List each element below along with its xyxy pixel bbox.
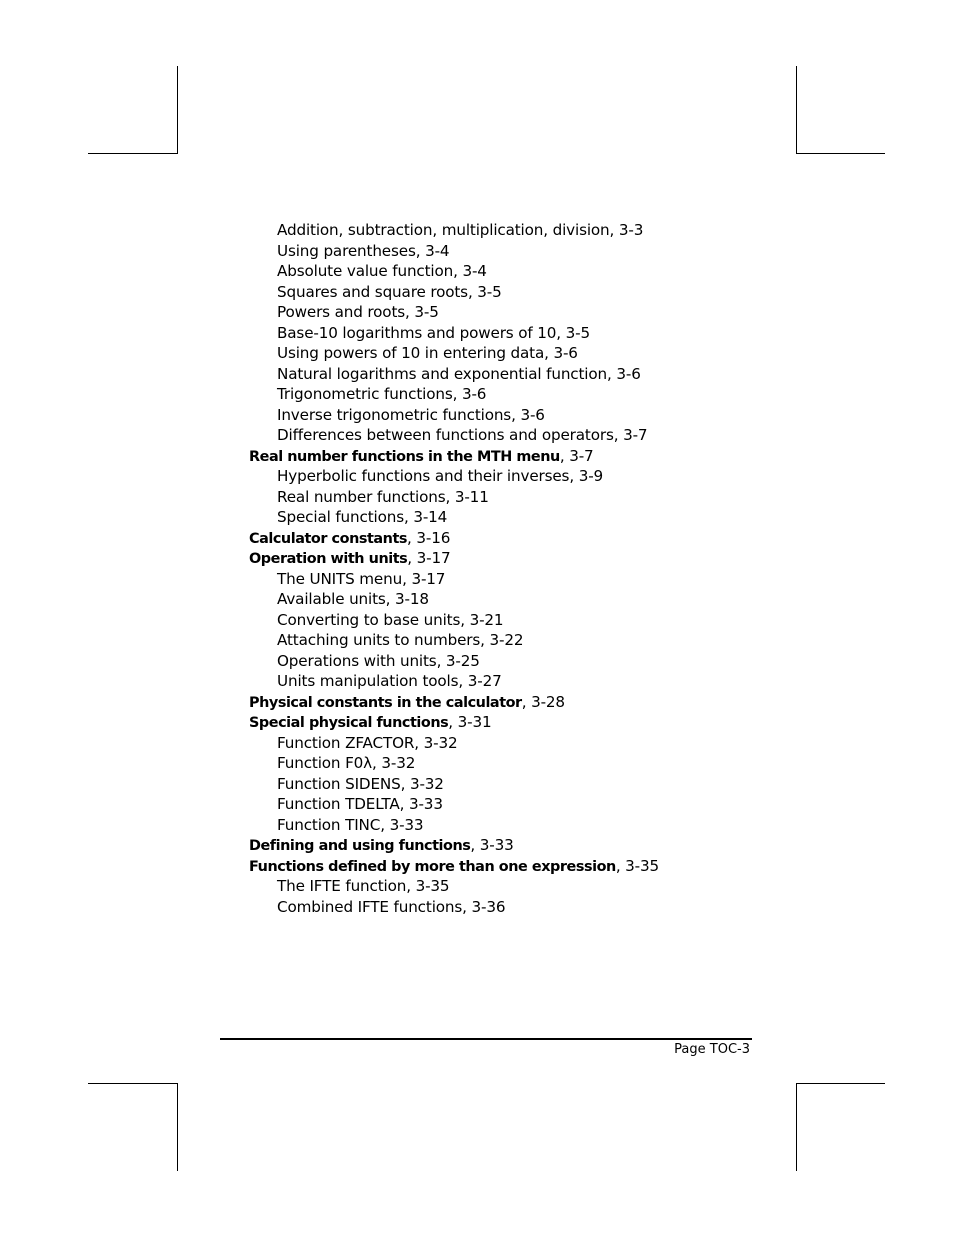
toc-entry-separator: ,	[521, 692, 532, 711]
toc-entry-page: 3-27	[467, 672, 502, 690]
toc-entry-title: Function SIDENS	[277, 774, 401, 793]
toc-subsection-entry	[277, 405, 545, 426]
toc-section-entry	[249, 528, 450, 549]
toc-entry-separator: ,	[470, 836, 480, 854]
toc-entry-separator: ,	[609, 221, 619, 239]
toc-entry-separator: ,	[556, 323, 566, 342]
toc-entry-separator: ,	[402, 569, 412, 588]
toc-entry-separator: ,	[445, 487, 455, 506]
toc-subsection-entry	[277, 302, 439, 323]
toc-entry-title: Calculator constants	[249, 530, 408, 547]
crop-mark-bottom-right-vertical	[796, 1083, 797, 1171]
toc-section-entry	[249, 835, 514, 856]
toc-subsection-entry	[277, 241, 449, 262]
toc-entry-title: Using powers of 10 in entering data	[277, 344, 545, 362]
toc-entry-separator: ,	[511, 405, 521, 424]
toc-entry-title: Converting to base units	[277, 610, 461, 629]
toc-entry-title: Operations with units	[277, 651, 437, 670]
toc-entry-separator: ,	[415, 241, 426, 260]
toc-entry-separator: ,	[460, 610, 470, 629]
toc-subsection-entry	[277, 282, 502, 303]
toc-entry-page: 3-22	[489, 631, 524, 649]
toc-entry-page: 3-5	[414, 303, 439, 321]
toc-entry-title: Real number functions	[277, 487, 446, 506]
toc-entry-separator: ,	[559, 446, 570, 465]
toc-subsection-entry	[277, 897, 505, 918]
toc-section-entry	[249, 712, 491, 733]
toc-entry-separator: ,	[613, 426, 624, 444]
toc-entry-page: 3-35	[625, 856, 660, 875]
toc-entry-page: 3-6	[616, 364, 641, 383]
toc-entry-title: Hyperbolic functions and their inverses	[277, 467, 570, 485]
toc-entry-separator: ,	[414, 733, 424, 752]
toc-subsection-entry	[277, 487, 489, 508]
toc-entry-page: 3-33	[389, 815, 424, 834]
page-number: Page TOC-3	[674, 1042, 750, 1057]
toc-entry-page: 3-5	[477, 282, 502, 301]
toc-entry-page: 3-5	[565, 323, 590, 342]
toc-subsection-entry	[277, 343, 578, 364]
toc-entry-page: 3-35	[415, 877, 450, 895]
toc-subsection-entry	[277, 733, 458, 754]
toc-subsection-entry	[277, 774, 444, 795]
toc-entry-page: 3-32	[423, 733, 458, 752]
toc-entry-title: Units manipulation tools	[277, 672, 459, 690]
toc-entry-title: Available units	[277, 590, 386, 608]
toc-entry-title: Function F0λ	[277, 754, 373, 772]
toc-entry-page: 3-3	[618, 221, 644, 239]
toc-entry-page: 3-14	[413, 508, 448, 526]
toc-entry-page: 3-7	[623, 426, 648, 444]
toc-entry-title: The IFTE function	[277, 877, 407, 895]
toc-entry-separator: ,	[467, 282, 478, 301]
toc-entry-separator: ,	[544, 344, 554, 362]
toc-subsection-entry	[277, 671, 502, 692]
toc-entry-title: Functions defined by more than one expression	[249, 858, 616, 875]
toc-entry-page: 3-17	[411, 569, 446, 588]
toc-entry-separator: ,	[372, 754, 382, 772]
toc-entry-title: Differences between functions and operators	[277, 426, 614, 444]
toc-entry-title: Using parentheses	[277, 241, 416, 260]
crop-mark-top-left-vertical	[177, 66, 178, 154]
toc-entry-separator: ,	[405, 303, 415, 321]
toc-entry-separator: ,	[400, 774, 410, 793]
toc-entry-page: 3-6	[520, 405, 545, 424]
toc-subsection-entry	[277, 794, 443, 815]
toc-entry-page: 3-25	[445, 651, 480, 670]
toc-entry-page: 3-9	[578, 467, 604, 485]
toc-subsection-entry	[277, 569, 445, 590]
toc-entry-separator: ,	[407, 528, 417, 547]
toc-entry-separator: ,	[399, 795, 409, 813]
toc-entry-title: Natural logarithms and exponential function	[277, 364, 607, 383]
toc-section-entry	[249, 692, 565, 713]
toc-section-entry	[249, 548, 451, 569]
toc-subsection-entry	[277, 425, 647, 446]
toc-entry-page: 3-32	[381, 754, 416, 772]
toc-entry-title: Inverse trigonometric functions	[277, 405, 512, 424]
crop-mark-top-left-horizontal	[88, 153, 177, 154]
toc-entry-separator: ,	[406, 877, 416, 895]
toc-entry-separator: ,	[436, 651, 446, 670]
toc-subsection-entry	[277, 815, 423, 836]
toc-subsection-entry	[277, 466, 603, 487]
toc-entry-page: 3-17	[416, 549, 451, 567]
toc-entry-separator: ,	[385, 590, 396, 608]
toc-entry-page: 3-32	[409, 774, 444, 793]
toc-subsection-entry	[277, 630, 523, 651]
toc-entry-page: 3-31	[457, 713, 492, 731]
toc-entry-page: 3-18	[395, 590, 429, 608]
toc-entry-title: Function ZFACTOR	[277, 733, 415, 752]
toc-entry-title: Special physical functions	[249, 715, 449, 731]
toc-entry-title: Real number functions in the MTH menu	[249, 448, 560, 465]
toc-entry-page: 3-6	[461, 385, 487, 403]
toc-subsection-entry	[277, 753, 415, 774]
toc-entry-page: 3-33	[408, 795, 443, 813]
toc-entry-title: Combined IFTE functions	[277, 897, 463, 916]
toc-entry-title: Base-10 logarithms and powers of 10	[277, 323, 557, 342]
toc-subsection-entry	[277, 261, 487, 282]
toc-entry-title: Operation with units	[249, 551, 408, 567]
toc-entry-title: Physical constants in the calculator	[249, 694, 522, 711]
toc-entry-title: Absolute value function	[277, 262, 454, 280]
toc-subsection-entry	[277, 876, 449, 897]
toc-entry-separator: ,	[448, 713, 458, 731]
toc-entry-separator: ,	[569, 467, 579, 485]
toc-subsection-entry	[277, 610, 503, 631]
toc-entry-title: The UNITS menu	[277, 569, 403, 588]
toc-entry-separator: ,	[615, 856, 626, 875]
toc-entry-separator: ,	[458, 672, 468, 690]
toc-subsection-entry	[277, 651, 480, 672]
toc-entry-page: 3-4	[462, 262, 487, 280]
toc-entry-title: Function TDELTA	[277, 795, 400, 813]
toc-entry-separator: ,	[453, 262, 463, 280]
toc-section-entry	[249, 446, 594, 467]
toc-entry-title: Defining and using functions	[249, 838, 471, 854]
toc-entry-page: 3-33	[479, 836, 514, 854]
toc-subsection-entry	[277, 384, 486, 405]
toc-entry-separator: ,	[407, 549, 417, 567]
toc-entry-page: 3-6	[553, 344, 578, 362]
crop-mark-top-right-horizontal	[796, 153, 885, 154]
toc-entry-title: Addition, subtraction, multiplication, division	[277, 221, 610, 239]
toc-entry-separator: ,	[380, 815, 390, 834]
toc-subsection-entry	[277, 220, 643, 241]
toc-entry-title: Trigonometric functions	[277, 385, 453, 403]
toc-entry-page: 3-28	[531, 692, 565, 711]
footer-rule	[220, 1038, 752, 1040]
toc-entry-separator: ,	[607, 364, 617, 383]
toc-entry-title: Function TINC	[277, 815, 381, 834]
crop-mark-bottom-left-horizontal	[88, 1083, 177, 1084]
toc-entry-separator: ,	[462, 897, 472, 916]
crop-mark-bottom-left-vertical	[177, 1083, 178, 1171]
toc-entry-separator: ,	[480, 631, 490, 649]
toc-section-entry	[249, 856, 659, 877]
toc-entry-page: 3-16	[416, 528, 451, 547]
toc-entry-title: Squares and square roots	[277, 282, 468, 301]
crop-mark-bottom-right-horizontal	[796, 1083, 885, 1084]
toc-entry-separator: ,	[403, 508, 414, 526]
toc-subsection-entry	[277, 589, 429, 610]
toc-subsection-entry	[277, 323, 590, 344]
toc-entry-page: 3-36	[471, 897, 506, 916]
toc-entry-page: 3-11	[454, 487, 489, 506]
toc-entry-page: 3-4	[425, 241, 450, 260]
toc-entry-page: 3-7	[569, 446, 594, 465]
toc-entry-page: 3-21	[469, 610, 504, 629]
toc-entry-title: Special functions	[277, 508, 404, 526]
toc-subsection-entry	[277, 364, 641, 385]
toc-entry-title: Attaching units to numbers	[277, 631, 481, 649]
crop-mark-top-right-vertical	[796, 66, 797, 154]
toc-entry-separator: ,	[452, 385, 462, 403]
toc-entry-title: Powers and roots	[277, 303, 406, 321]
toc-subsection-entry	[277, 507, 447, 528]
